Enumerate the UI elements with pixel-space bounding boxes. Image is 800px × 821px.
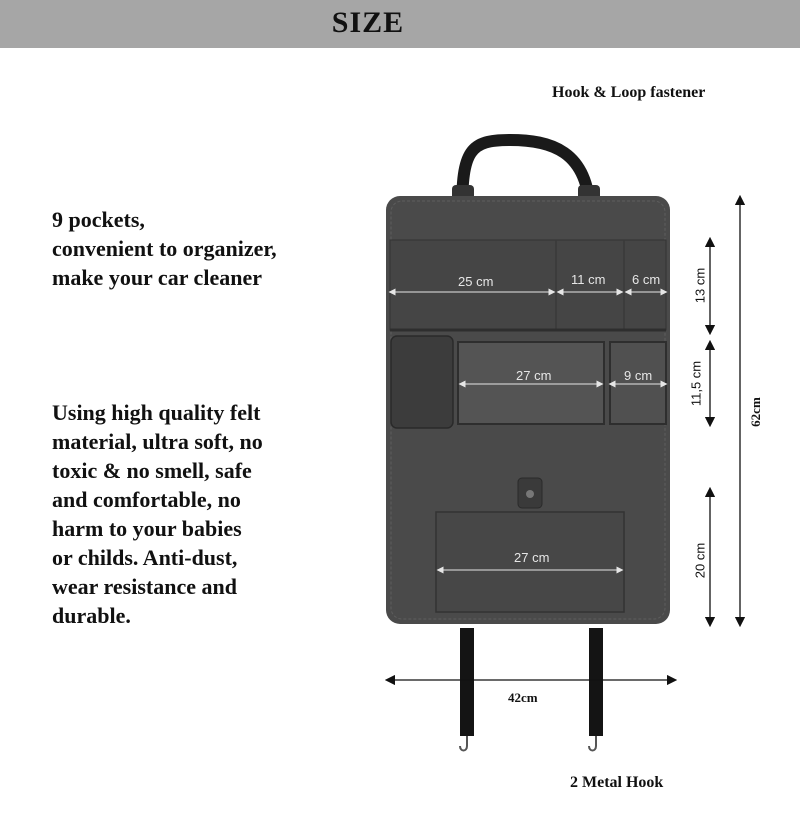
desc-line: or childs. Anti-dust, xyxy=(52,545,238,570)
dim-top-right: 6 cm xyxy=(632,272,661,287)
dim-mid-center: 27 cm xyxy=(516,368,552,383)
dim-total-width: 42cm xyxy=(508,690,538,705)
metal-hook-label: 2 Metal Hook xyxy=(570,774,664,791)
dim-bottom-height: 20 cm xyxy=(692,542,708,579)
dim-mid-row-height: 11,5 cm xyxy=(688,360,704,407)
material-description xyxy=(52,398,263,630)
desc-line: Using high quality felt xyxy=(52,400,261,425)
dim-top-row-height: 13 cm xyxy=(692,267,708,304)
desc-line: wear resistance and xyxy=(52,574,237,599)
desc-line: material, ultra soft, no xyxy=(52,429,263,454)
desc-line: harm to your babies xyxy=(52,516,242,541)
dim-top-mid: 11 cm xyxy=(571,272,606,287)
top-pocket-row xyxy=(390,240,666,330)
desc-line: and comfortable, no xyxy=(52,487,241,512)
banner-title: SIZE xyxy=(331,6,405,39)
desc-line: durable. xyxy=(52,603,131,628)
desc-line: toxic & no smell, safe xyxy=(52,458,252,483)
hook-loop-fastener-label: Hook & Loop fastener xyxy=(552,84,706,101)
dim-mid-right: 9 cm xyxy=(624,368,653,383)
desc-line: convenient to organizer, xyxy=(52,236,277,261)
desc-line: make your car cleaner xyxy=(52,265,262,290)
desc-line: 9 pockets, xyxy=(52,207,145,232)
dim-top-left: 25 cm xyxy=(458,274,494,289)
dim-bottom-pocket: 27 cm xyxy=(514,550,550,565)
dim-total-height: 62cm xyxy=(748,397,763,427)
pockets-description xyxy=(52,205,277,292)
